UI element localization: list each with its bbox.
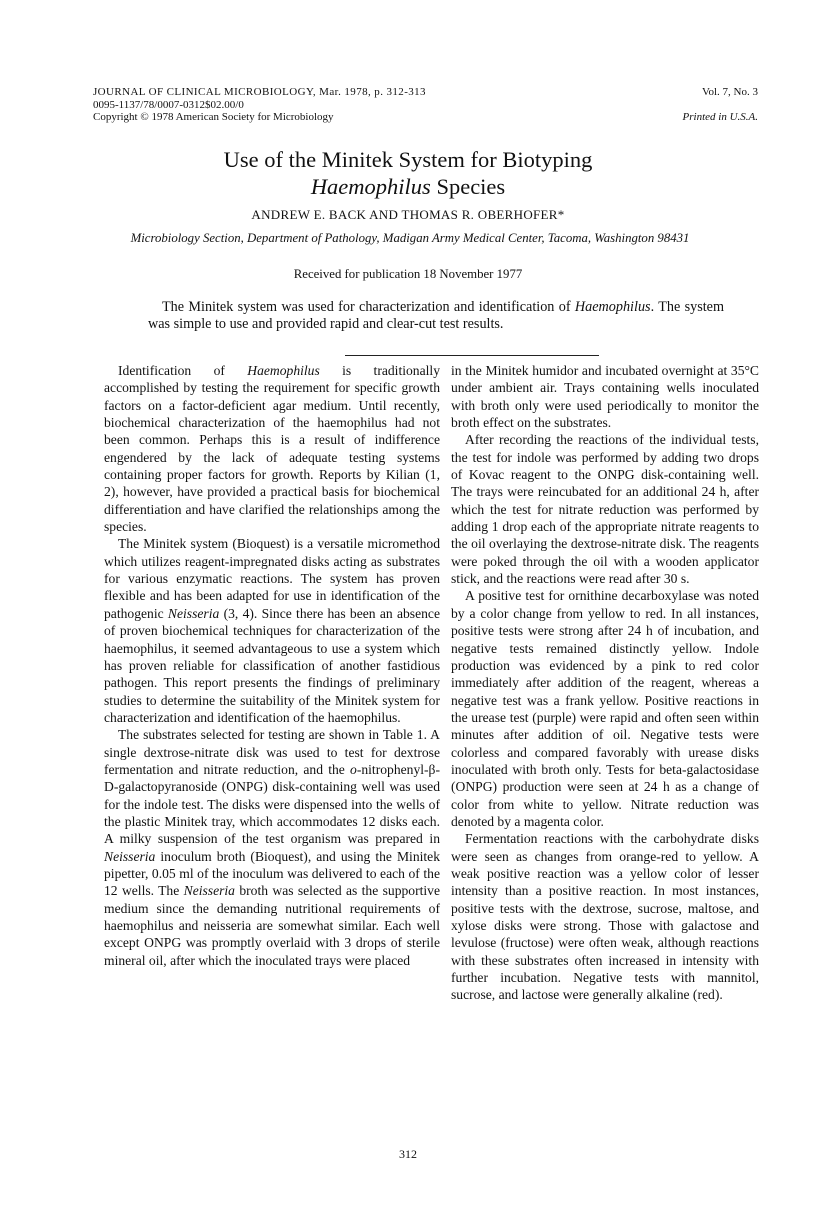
journal-header	[93, 86, 426, 124]
paragraph: After recording the reactions of the individual tests, the test for indole was performed by adding two drops of Kovac reagent to the ONPG disk-containing well. The trays were reincubated for an additional 24 h, after which the test for nitrate reduction was performed by adding 1 drop each of the appropriate nitrate reagents to the oil overlaying the dextrose-nitrate disk. The reagents were poked through the oil with a wooden applicator stick, and the reactions were read after 30 s.	[451, 432, 759, 587]
title-genus: Haemophilus	[310, 174, 431, 199]
left-column	[104, 362, 440, 969]
article-title	[0, 146, 816, 200]
volume-header	[683, 86, 758, 123]
abstract-text: The Minitek system was used for characterization and identification of Haemophilus. The system was simple to use and provided rapid and clear-cut test results.	[148, 299, 724, 332]
authors: ANDREW E. BACK AND THOMAS R. OBERHOFER*	[251, 207, 565, 222]
title-line-1: Use of the Minitek System for Biotyping	[223, 147, 593, 172]
copyright-line: Copyright © 1978 American Society for Microbiology	[93, 111, 334, 123]
printed-in: Printed in U.S.A.	[682, 110, 758, 123]
issn-line: 0095-1137/78/0007-0312$02.00/0	[93, 98, 244, 111]
title-species: Species	[430, 174, 506, 199]
volume-issue: Vol. 7, No. 3	[701, 86, 758, 98]
section-divider	[345, 355, 599, 356]
paragraph: The Minitek system (Bioquest) is a versatile micromethod which utilizes reagent-impregnated disks acting as substrates for various enzymatic reactions. The system has proven flexible and has been adapted for use in identification of the pathogenic Neisseria (3, 4). Since there has been an absence of proven biochemical techniques for characterization of the haemophilus, it seemed advantageous to use a system which has proven reliable for classification of another fastidious pathogen. This report presents the findings of preliminary studies to determine the suitability of the Minitek system for characterization and identification of the haemophilus.	[104, 536, 440, 725]
right-column	[451, 362, 759, 1004]
paragraph: in the Minitek humidor and incubated overnight at 35°C under ambient air. Trays containing wells inoculated with broth only were used periodically to monitor the broth effect on the substrates.	[451, 363, 759, 431]
title-line-2	[0, 173, 816, 200]
received-date: Received for publication 18 November 1977	[293, 267, 523, 281]
affiliation: Microbiology Section, Department of Pathology, Madigan Army Medical Center, Tacoma, Washington 98431	[130, 231, 690, 245]
paragraph: Identification of Haemophilus is traditionally accomplished by testing the requirement for specific growth factors on a factor-deficient agar medium. Until recently, biochemical characterization of the haemophilus had not been common. Perhaps this is a result of indifference engendered by the lack of adequate testing systems containing proper factors for growth. Reports by Kilian (1, 2), however, have provided a practical basis for biochemical differentiation and have clarified the relationships among the species.	[104, 363, 440, 535]
journal-line: JOURNAL OF CLINICAL MICROBIOLOGY, Mar. 1978, p. 312-313	[93, 86, 426, 98]
abstract	[148, 299, 724, 333]
page-number: 312	[399, 1147, 417, 1161]
paragraph: Fermentation reactions with the carbohydrate disks were seen as changes from orange-red to yellow. A weak positive reaction was a yellow color of lesser intensity than a positive reaction. In most instances, positive tests with the dextrose, sucrose, maltose, and xylose disks were strong. Those with galactose and levulose (fructose) were often weak, although reactions with these substrates often increased in intensity with further incubation. Negative tests with mannitol, sucrose, and lactose were generally alkaline (red).	[451, 831, 759, 1003]
paragraph: A positive test for ornithine decarboxylase was noted by a color change from yellow to red. In all instances, positive tests were strong after 24 h of incubation, and negative tests remained distinctly yellow. Indole production was evidenced by a pink to red color immediately after addition of the reagent, whereas a negative test was a frank yellow. Positive reactions in the urease test (purple) were rapid and often seen within minutes after addition of oil. Negative tests were colorless and compared favorably with urease disks inoculated with broth only. Tests for beta-galactosidase (ONPG) production were seen at 24 h as a change of color from white to yellow. Nitrate reduction was denoted by a magenta color.	[451, 588, 759, 829]
paragraph: The substrates selected for testing are shown in Table 1. A single dextrose-nitrate disk was used to test for dextrose fermentation and nitrate reduction, and the o-nitrophenyl-β-D-galactopyranoside (ONPG) disk-containing well was used for the indole test. The disks were dispensed into the wells of the plastic Minitek tray, which accommodates 12 disks each. A milky suspension of the test organism was prepared in Neisseria inoculum broth (Bioquest), and using the Minitek pipetter, 0.05 ml of the inoculum was delivered to each of the 12 wells. The Neisseria broth was selected as the supportive medium since the demanding nutritional requirements of haemophilus and neisseria are somewhat similar. Each well except ONPG was promptly overlaid with 3 drops of sterile mineral oil, after which the inoculated trays were placed	[104, 727, 440, 968]
